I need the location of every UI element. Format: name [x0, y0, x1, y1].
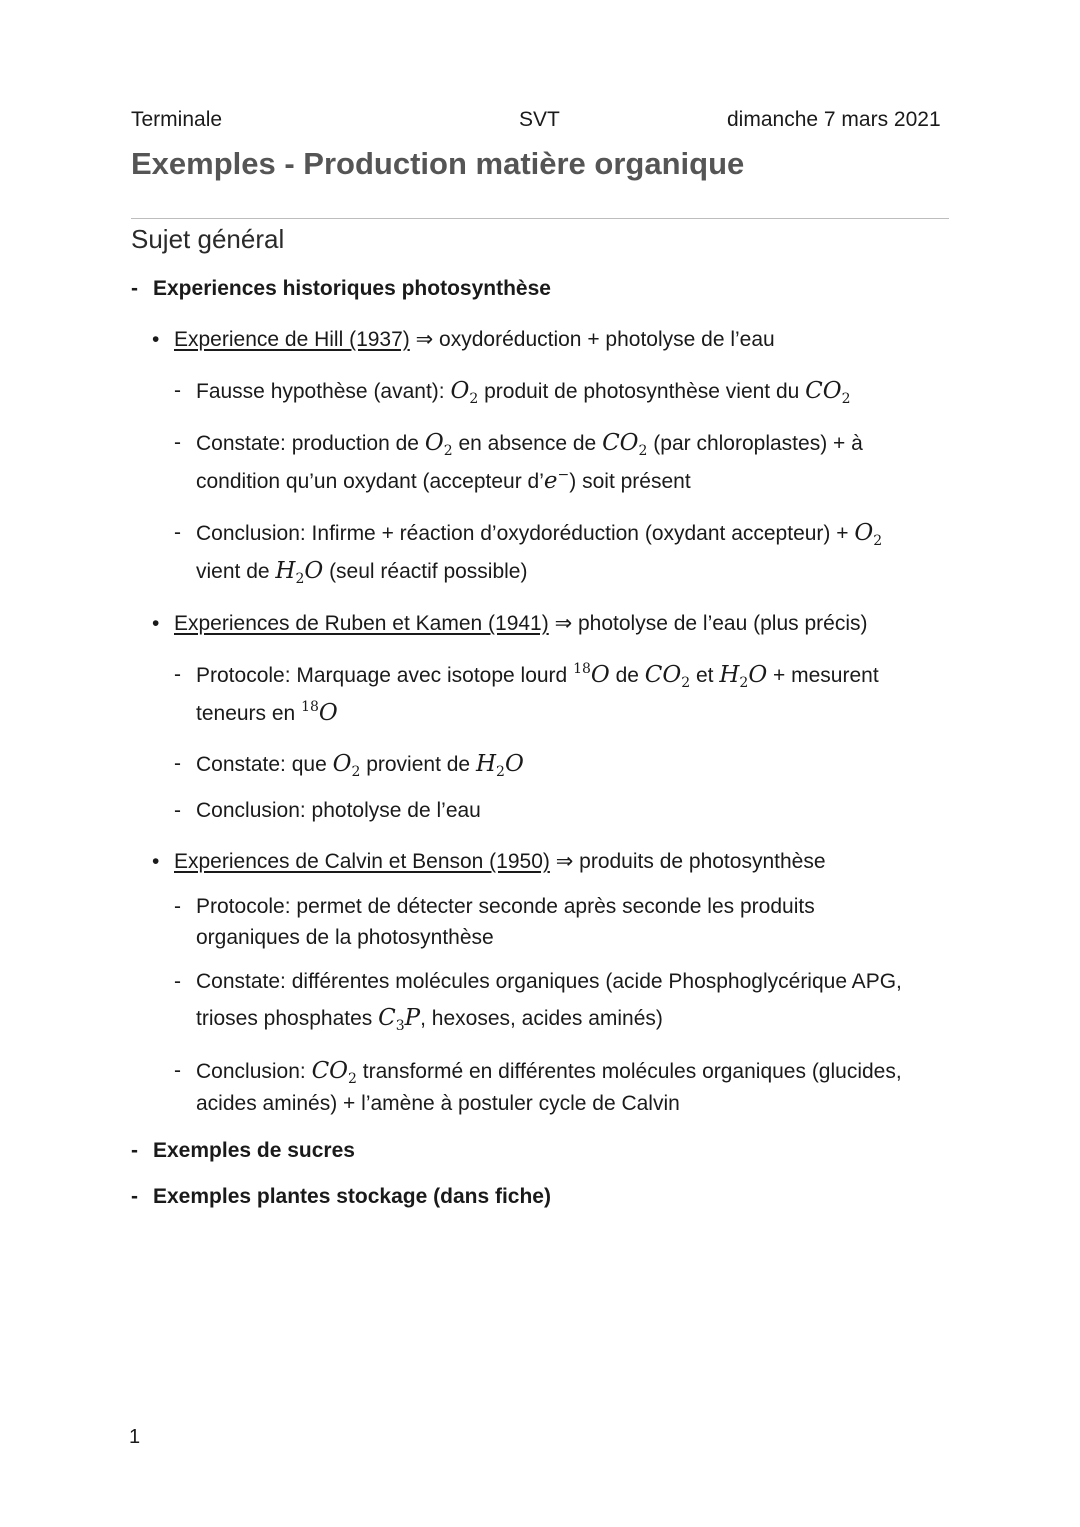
ruben-constate: Constate: que $O_2$ provient de $H_2O$ [196, 751, 524, 780]
heading-sucres: Exemples de sucres [153, 1139, 355, 1162]
calvin-protocole-cont: organiques de la photosynthèse [196, 926, 494, 949]
dash-marker: - [174, 1059, 181, 1082]
ruben-protocole: Protocole: Marquage avec isotope lourd $^{18}$O de $CO_2$ et $H_2O$ + mesurent [196, 661, 879, 691]
ruben-rest: ⇒ photolyse de l’eau (plus précis) [548, 612, 868, 635]
hill-rest: ⇒ oxydoréduction + photolyse de l’eau [409, 328, 775, 351]
dash-marker: - [174, 895, 181, 918]
bullet-marker: • [152, 612, 160, 635]
hill-conclusion-cont: vient de $H_2O$ (seul réactif possible) [196, 558, 528, 587]
page-number: 1 [129, 1426, 141, 1448]
hill-title: Experience de Hill (1937) [174, 328, 410, 351]
calvin-rest: ⇒ produits de photosynthèse [549, 850, 826, 873]
ruben-conclusion: Conclusion: photolyse de l’eau [196, 799, 481, 822]
calvin-conclusion-cont: acides aminés) + l’amène à postuler cycle de Calvin [196, 1092, 680, 1115]
bullet-marker: • [152, 850, 160, 873]
page-title: Exemples - Production matière organique [131, 146, 745, 181]
heading-stockage: Exemples plantes stockage (dans fiche) [153, 1185, 551, 1208]
title-divider [131, 218, 949, 219]
dash-marker: - [131, 1185, 138, 1208]
calvin-protocole: Protocole: permet de détecter seconde après seconde les produits [196, 895, 815, 918]
calvin-conclusion: Conclusion: $CO_2$ transformé en différentes molécules organiques (glucides, [196, 1058, 902, 1087]
calvin-title: Experiences de Calvin et Benson (1950) [174, 850, 550, 873]
dash-marker: - [131, 277, 138, 300]
header-level: Terminale [131, 108, 223, 131]
list-item-hill [174, 325, 775, 355]
dash-marker: - [174, 970, 181, 993]
dash-marker: - [174, 431, 181, 454]
section-heading: Sujet général [131, 224, 285, 254]
ruben-title: Experiences de Ruben et Kamen (1941) [174, 612, 549, 635]
header-date: dimanche 7 mars 2021 [727, 108, 941, 131]
bullet-marker: • [152, 328, 160, 351]
hill-constate: Constate: production de $O_2$ en absence de $CO_2$ (par chloroplastes) + à [196, 430, 863, 459]
list-item-calvin [174, 847, 826, 877]
hill-constate-cont: condition qu’un oxydant (accepteur d’e−) soit présent [196, 467, 691, 494]
dash-marker: - [174, 379, 181, 402]
dash-marker: - [174, 752, 181, 775]
dash-marker: - [174, 521, 181, 544]
ruben-protocole-cont: teneurs en $^{18}$O [196, 699, 338, 726]
header-subject: SVT [519, 108, 560, 131]
dash-marker: - [131, 1139, 138, 1162]
calvin-constate-cont: trioses phosphates $C_3P$, hexoses, acides aminés) [196, 1005, 663, 1034]
calvin-constate: Constate: différentes molécules organiques (acide Phosphoglycérique APG, [196, 970, 902, 993]
list-item-ruben [174, 609, 868, 639]
dash-marker: - [174, 799, 181, 822]
hill-hypothese: Fausse hypothèse (avant): $O_2$ produit de photosynthèse vient du $CO_2$ [196, 378, 851, 407]
dash-marker: - [174, 663, 181, 686]
hill-conclusion: Conclusion: Infirme + réaction d’oxydoréduction (oxydant accepteur) + $O_2$ [196, 520, 883, 549]
heading-historiques: Experiences historiques photosynthèse [153, 277, 551, 300]
